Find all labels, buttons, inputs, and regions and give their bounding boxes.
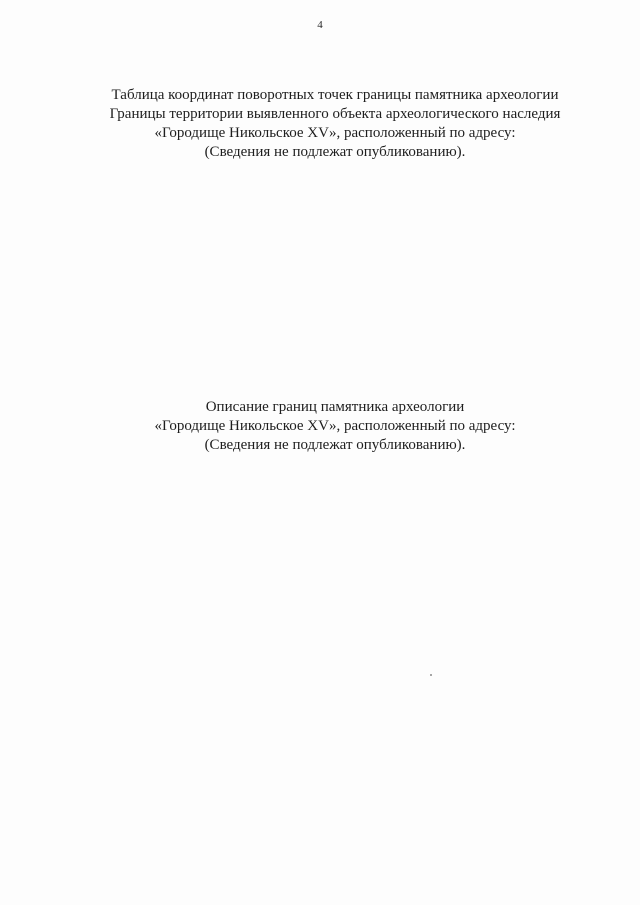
heading-line: Описание границ памятника археологии [205, 399, 465, 415]
heading-line: Границы территории выявленного объекта археологического наследия [109, 106, 561, 122]
coordinates-table-heading [40, 86, 630, 162]
heading-line: Таблица координат поворотных точек границы памятника археологии [111, 87, 559, 103]
heading-line: (Сведения не подлежат опубликованию). [204, 144, 466, 160]
page-number: 4 [317, 19, 323, 31]
boundary-description-heading [40, 398, 630, 455]
heading-line: «Городище Никольское XV», расположенный по адресу: [154, 418, 516, 434]
scan-speck [430, 674, 432, 676]
heading-line: (Сведения не подлежат опубликованию). [204, 437, 466, 453]
heading-line: «Городище Никольское XV», расположенный по адресу: [154, 125, 516, 141]
